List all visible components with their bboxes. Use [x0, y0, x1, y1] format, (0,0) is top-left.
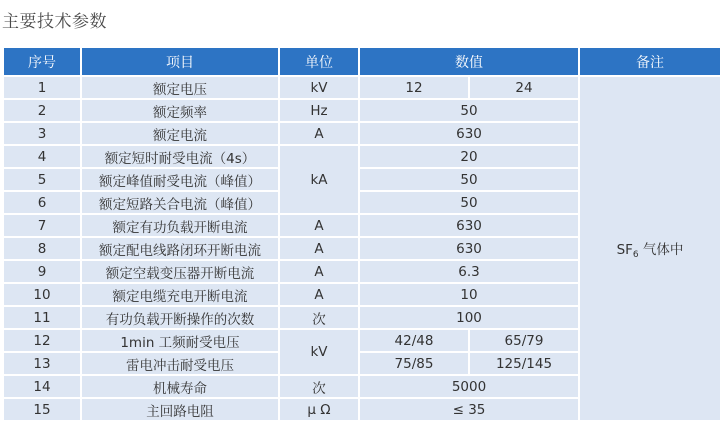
row-unit: kA — [280, 146, 358, 213]
row-index: 4 — [4, 146, 80, 167]
row-item: 额定空载变压器开断电流 — [82, 261, 278, 282]
row-index: 8 — [4, 238, 80, 259]
row-index: 10 — [4, 284, 80, 305]
row-unit: Hz — [280, 100, 358, 121]
row-item: 额定频率 — [82, 100, 278, 121]
row-unit: μ Ω — [280, 399, 358, 420]
row-value-24kv: 125/145 — [470, 353, 578, 374]
row-value: 50 — [360, 169, 578, 190]
row-unit: kV — [280, 77, 358, 98]
note-rest: 气体中 — [638, 241, 684, 258]
row-item: 主回路电阻 — [82, 399, 278, 420]
row-unit: A — [280, 215, 358, 236]
row-value-12kv: 75/85 — [360, 353, 468, 374]
row-index: 7 — [4, 215, 80, 236]
row-item: 机械寿命 — [82, 376, 278, 397]
row-unit: A — [280, 284, 358, 305]
section-title: 主要技术参数 — [2, 12, 107, 32]
note-subscript: 6 — [632, 249, 639, 260]
row-item: 额定有功负载开断电流 — [82, 215, 278, 236]
tech-params-table — [2, 46, 720, 422]
row-value: 5000 — [360, 376, 578, 397]
row-unit: A — [280, 123, 358, 144]
row-index: 14 — [4, 376, 80, 397]
note-sf: SF — [616, 241, 633, 258]
row-unit: kV — [280, 330, 358, 374]
row-index: 3 — [4, 123, 80, 144]
row-index: 12 — [4, 330, 80, 351]
row-item: 有功负载开断操作的次数 — [82, 307, 278, 328]
row-unit: A — [280, 238, 358, 259]
header-item: 项目 — [82, 48, 278, 75]
row-unit: 次 — [280, 376, 358, 397]
row-index: 13 — [4, 353, 80, 374]
row-index: 9 — [4, 261, 80, 282]
row-item: 额定电缆充电开断电流 — [82, 284, 278, 305]
row-item: 额定电流 — [82, 123, 278, 144]
row-item: 1min 工频耐受电压 — [82, 330, 278, 351]
row-value-24kv: 65/79 — [470, 330, 578, 351]
row-item: 额定短时耐受电流（4s） — [82, 146, 278, 167]
row-value: 50 — [360, 100, 578, 121]
row-index: 2 — [4, 100, 80, 121]
row-value: 630 — [360, 123, 578, 144]
table-row — [4, 77, 720, 98]
row-value: 20 — [360, 146, 578, 167]
row-value: ≤ 35 — [360, 399, 578, 420]
row-index: 15 — [4, 399, 80, 420]
row-value: 630 — [360, 238, 578, 259]
row-item: 额定短路关合电流（峰值） — [82, 192, 278, 213]
row-index: 1 — [4, 77, 80, 98]
row-unit: A — [280, 261, 358, 282]
row-value: 6.3 — [360, 261, 578, 282]
row-unit: 次 — [280, 307, 358, 328]
row-value: 100 — [360, 307, 578, 328]
row-index: 5 — [4, 169, 80, 190]
header-value: 数值 — [360, 48, 578, 75]
row-index: 6 — [4, 192, 80, 213]
row-item: 额定电压 — [82, 77, 278, 98]
header-row — [4, 48, 720, 75]
row-value-12kv: 12 — [360, 77, 468, 98]
note-cell — [580, 77, 720, 420]
row-value-24kv: 24 — [470, 77, 578, 98]
header-index: 序号 — [4, 48, 80, 75]
row-item: 额定峰值耐受电流（峰值） — [82, 169, 278, 190]
row-value: 630 — [360, 215, 578, 236]
row-item: 额定配电线路闭环开断电流 — [82, 238, 278, 259]
header-note: 备注 — [580, 48, 720, 75]
header-unit: 单位 — [280, 48, 358, 75]
row-value: 10 — [360, 284, 578, 305]
row-value: 50 — [360, 192, 578, 213]
row-value-12kv: 42/48 — [360, 330, 468, 351]
row-item: 雷电冲击耐受电压 — [82, 353, 278, 374]
row-index: 11 — [4, 307, 80, 328]
